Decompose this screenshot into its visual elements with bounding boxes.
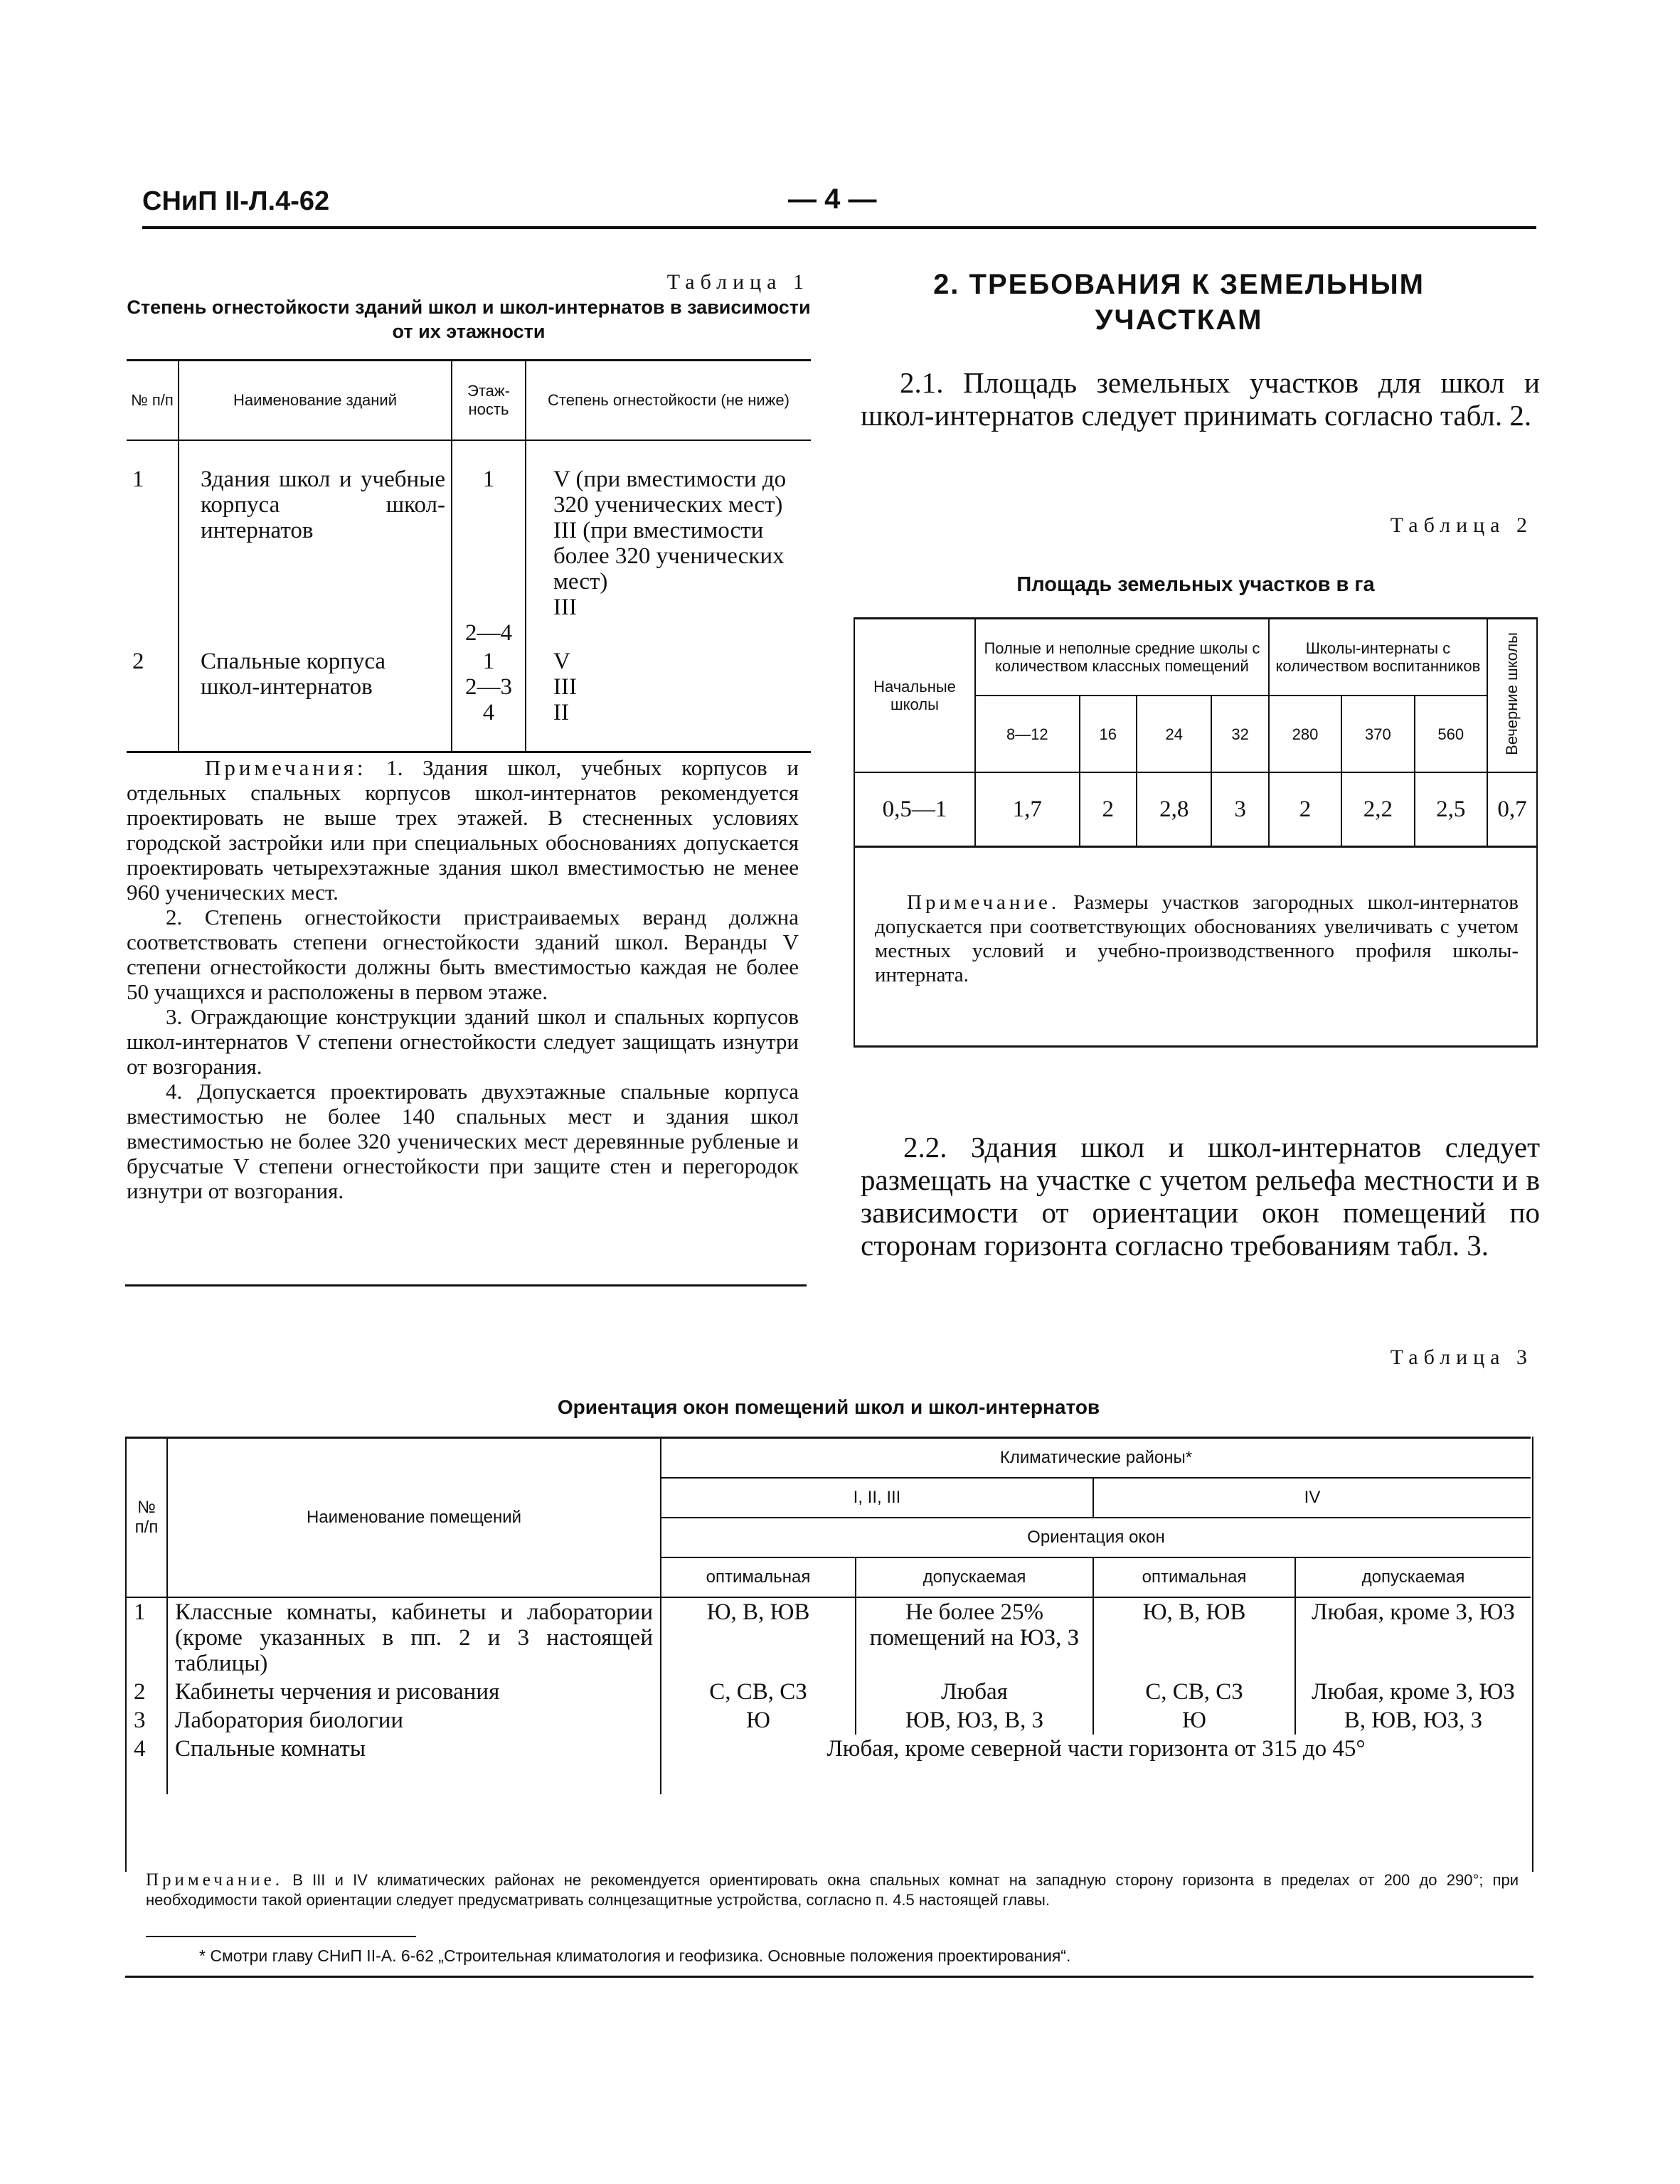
t3-cell-adm2: В, ЮВ, ЮЗ, З	[1344, 1708, 1483, 1733]
note-3: 3. Ограждающие конструкции зданий школ и спальных корпусов школ-интернатов V степени огнестойкости следует защищать изнутри от возгорания.	[127, 1004, 799, 1079]
table-row	[127, 647, 811, 727]
t2-sub-header: 24	[1137, 696, 1211, 772]
paragraph-2-2-text: 2.2. Здания школ и школ-интернатов следует размещать на участке с учетом рельефа местности и в зависимости от ориентации окон помещений по сторонам горизонта согласно требованиям табл. 3.	[861, 1131, 1540, 1262]
table3	[127, 1437, 1531, 1794]
t1-cell-name: Спальные корпуса школ-интернатов	[179, 647, 452, 727]
t1-cell-degree: V III II	[553, 649, 577, 725]
t2-header-boarding: Школы-интернаты с количеством воспитанников	[1269, 619, 1487, 696]
section-title: 2. ТРЕБОВАНИЯ К ЗЕМЕЛЬНЫМ УЧАСТКАМ	[933, 269, 1425, 336]
t3-header-region-1: I, II, III	[661, 1478, 1093, 1518]
t3-cell-all: Любая, кроме северной части горизонта от 315 до 45°	[826, 1736, 1366, 1762]
table-row	[127, 1678, 1531, 1706]
t3-cell-adm1: ЮВ, ЮЗ, В, З	[856, 1706, 1093, 1735]
t2-header-evening-text: Вечерние школы	[1503, 632, 1521, 755]
t3-header-admissible: допускаемая	[856, 1557, 1093, 1597]
t1-cell-degree: V (при вместимости до 320 ученических мест) III (при вместимости более 320 ученических мест) III	[553, 467, 787, 620]
t1-header-degree: Степень огнестойкости (не ниже)	[526, 361, 811, 441]
t3-cell-adm1: Любая	[856, 1678, 1093, 1706]
notes-bottom-rule	[125, 1284, 807, 1287]
t3-cell-name: Лаборатория биологии	[167, 1706, 661, 1735]
t2-header-secondary: Полные и неполные средние школы с количеством классных помещений	[975, 619, 1269, 696]
table3-title: Ориентация окон помещений школ и школ-интернатов	[557, 1396, 1100, 1418]
table-row	[127, 1597, 1531, 1678]
table3-bottom-rule	[125, 1976, 1533, 1978]
paragraph-2-2	[861, 1131, 1540, 1262]
table2-label: Таблица 2	[1390, 513, 1533, 537]
t2-sub-header: 16	[1080, 696, 1137, 772]
t3-header-name: Наименование помещений	[167, 1438, 661, 1598]
t1-cell-num: 1	[127, 465, 179, 647]
paragraph-2-1-text: 2.1. Площадь земельных участков для школ и школ-интернатов следует принимать согласно табл. 2.	[861, 366, 1540, 432]
table-row	[855, 772, 1536, 847]
table-row	[127, 465, 811, 647]
note-4: 4. Допускается проектировать двухэтажные спальные корпуса вместимостью не более 140 спальных мест и здания школ вместимостью не более 320 ученических мест деревянные рубленые и брусчатые V степени огнестойкости при защите стен и перегородок изнутри от возгорания.	[127, 1079, 799, 1203]
page-number: — 4 —	[788, 183, 877, 215]
t2-cell: 2,2	[1341, 772, 1414, 847]
table2-note	[875, 890, 1519, 987]
t3-cell-opt2: С, СВ, СЗ	[1093, 1678, 1295, 1706]
table3-footnote: * Смотри главу СНиП II-А. 6-62 „Строительная климатология и геофизика. Основные положения проектирования“.	[199, 1946, 1071, 1965]
t3-cell-adm2: Любая, кроме З, ЮЗ	[1312, 1679, 1515, 1705]
t3-header-climate: Климатические районы*	[661, 1438, 1531, 1479]
t3-cell-num: 3	[127, 1706, 167, 1735]
t2-sub-header: 8—12	[975, 696, 1080, 772]
document-code: СНиП II-Л.4-62	[142, 186, 330, 216]
t3-header-admissible: допускаемая	[1295, 1557, 1531, 1597]
t2-cell: 3	[1211, 772, 1268, 847]
table1-title: Степень огнестойкости зданий школ и школ-интернатов в зависимости от их этажности	[127, 297, 811, 342]
table-row	[127, 1735, 1531, 1763]
t3-header-optimal: оптимальная	[661, 1557, 856, 1597]
t2-note-text: Размеры участков загородных школ-интернатов допускается при соответствующих обоснованиях увеличивать с учетом местных условий и учебно-производственного профиля школы-интерната.	[875, 891, 1519, 986]
t1-header-name: Наименование зданий	[179, 361, 452, 441]
t2-sub-header: 370	[1341, 696, 1414, 772]
note-1: 1. Здания школ, учебных корпусов и отдельных спальных корпусов школ-интернатов рекомендуется проектировать не выше трех этажей. В стесненных условиях городской застройки или при специальных обоснованиях допускается проектировать четырехэтажные здания школ вместимостью не менее 960 ученических мест.	[127, 755, 799, 905]
t3-header-region-4: IV	[1093, 1478, 1531, 1518]
t3-header-num: № п/п	[127, 1438, 167, 1598]
table2-title: Площадь земельных участков в га	[1016, 573, 1375, 596]
t3-cell-adm2: Любая, кроме З, ЮЗ	[1312, 1599, 1515, 1625]
t2-header-evening	[1487, 619, 1536, 773]
t2-cell: 2	[1080, 772, 1137, 847]
t1-cell-name: Здания школ и учебные корпуса школ-интернатов	[179, 465, 452, 647]
t1-header-num: № п/п	[127, 361, 179, 441]
t2-cell: 0,7	[1497, 796, 1527, 822]
t2-cell: 0,5—1	[855, 772, 975, 847]
t1-cell-floors: 1 2—4	[452, 465, 526, 647]
t3-cell-name: Кабинеты черчения и рисования	[167, 1678, 661, 1706]
t2-note-lead: Примечание.	[907, 891, 1060, 914]
header-rule	[142, 226, 1536, 229]
t3-header-orientation: Ориентация окон	[661, 1518, 1531, 1557]
notes-lead: Примечания:	[205, 755, 367, 780]
t3-cell-num: 2	[127, 1678, 167, 1706]
t3-cell-num: 4	[127, 1735, 167, 1763]
t3-cell-opt1: Ю	[661, 1706, 856, 1735]
table1	[127, 359, 811, 753]
t3-cell-opt2: Ю, В, ЮВ	[1093, 1597, 1295, 1678]
t1-cell-num: 2	[127, 647, 179, 727]
t3-cell-adm1: Не более 25% помещений на ЮЗ, З	[856, 1597, 1093, 1678]
note-2: 2. Степень огнестойкости пристраиваемых веранд должна соответствовать степени огнестойкости зданий школ. Веранды V степени огнестойкости должны быть вместимостью каждая не более 50 учащихся и расположены в первом этаже.	[127, 905, 799, 1004]
t1-cell-floors: 1 2—3 4	[452, 647, 526, 727]
t2-cell: 2	[1269, 772, 1341, 847]
t3-note-text: В III и IV климатических районах не рекомендуется ориентировать окна спальных комнат на западную сторону горизонта в пределах от 200 до 290°; при необходимости такой ориентации следует предусматривать солнцезащитные устройства, согласно п. 4.5 настоящей главы.	[146, 1871, 1519, 1909]
t2-cell: 2,8	[1137, 772, 1211, 847]
table1-notes	[127, 755, 799, 1203]
t3-cell-name: Классные комнаты, кабинеты и лаборатории (кроме указанных в пп. 2 и 3 настоящей таблицы)	[167, 1597, 661, 1678]
t2-sub-header: 280	[1269, 696, 1341, 772]
t3-cell-opt2: Ю	[1093, 1706, 1295, 1735]
table3-note	[146, 1870, 1519, 1910]
t3-cell-opt1: Ю, В, ЮВ	[661, 1597, 856, 1678]
t2-cell: 2,5	[1415, 772, 1487, 847]
footnote-rule	[146, 1936, 416, 1937]
t1-header-floors: Этаж-ность	[452, 361, 526, 441]
t3-cell-num: 1	[127, 1597, 167, 1678]
table2	[855, 617, 1536, 848]
t2-sub-header: 32	[1211, 696, 1268, 772]
t3-note-lead: Примечание.	[146, 1870, 284, 1890]
table3-label: Таблица 3	[1390, 1346, 1533, 1369]
table1-label: Таблица 1	[666, 270, 809, 294]
t3-cell-name: Спальные комнаты	[167, 1735, 661, 1763]
t2-sub-header: 560	[1415, 696, 1487, 772]
t3-cell-opt1: С, СВ, СЗ	[661, 1678, 856, 1706]
t3-header-optimal: оптимальная	[1093, 1557, 1295, 1597]
t2-header-primary: Начальные школы	[855, 619, 975, 773]
t2-cell: 1,7	[975, 772, 1080, 847]
paragraph-2-1	[861, 366, 1540, 432]
table-row	[127, 1706, 1531, 1735]
